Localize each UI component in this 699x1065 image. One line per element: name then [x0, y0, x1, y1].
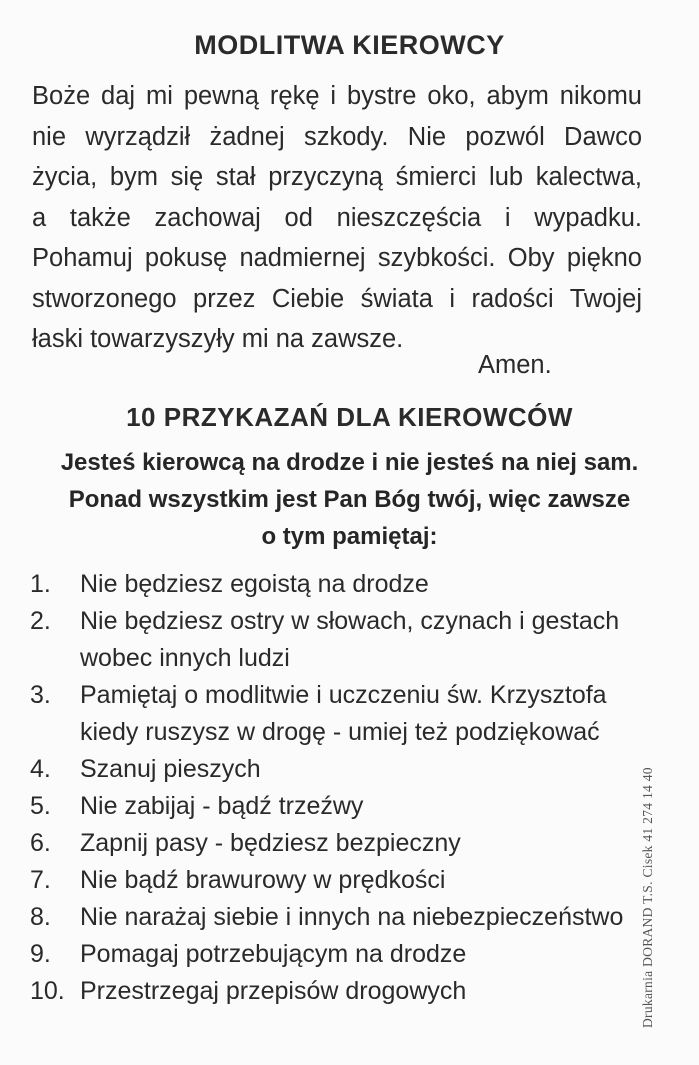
- commandment-item: [30, 862, 640, 899]
- prayer-line: łaski towarzyszyły mi na zawsze.: [32, 325, 404, 353]
- prayer-line: Pohamuj pokusę nadmiernej szybkości. Oby piękno: [32, 244, 642, 272]
- commandment-text: Pomagaj potrzebującym na drodze: [80, 940, 467, 968]
- commandment-number: 9.: [30, 940, 51, 968]
- amen-text: Amen.: [478, 351, 552, 379]
- commandment-text: Pamiętaj o modlitwie i uczczeniu św. Krzysztofa: [80, 681, 607, 709]
- commandment-text: Nie bądź brawurowy w prędkości: [80, 866, 446, 894]
- prayer-line: Boże daj mi pewną rękę i bystre oko, abym nikomu: [32, 82, 642, 110]
- prayer-title: MODLITWA KIEROWCY: [194, 30, 505, 60]
- commandment-number: 8.: [30, 903, 51, 931]
- prayer-line: życia, bym się stał przyczyną śmierci lub kalectwa,: [32, 163, 642, 191]
- intro-line: Jesteś kierowcą na drodze i nie jesteś na niej sam.: [60, 449, 639, 476]
- commandment-item: [30, 899, 640, 936]
- commandment-item: [30, 566, 640, 603]
- intro-line: Ponad wszystkim jest Pan Bóg twój, więc zawsze: [68, 486, 631, 513]
- commandment-text: Nie będziesz ostry w słowach, czynach i gestach: [80, 607, 620, 635]
- prayer-line: a także zachowaj od nieszczęścia i wypadku.: [32, 203, 642, 232]
- commandment-number: 7.: [30, 866, 51, 894]
- commandments-list: [30, 566, 640, 1010]
- commandment-text: Nie zabijaj - bądź trzeźwy: [80, 792, 364, 820]
- prayer-line: stworzonego przez Ciebie świata i radości Twojej: [32, 284, 642, 313]
- commandment-text: Nie będziesz egoistą na drodze: [80, 570, 429, 598]
- commandment-item: [30, 603, 640, 677]
- commandments-title: 10 PRZYKAZAŃ DLA KIEROWCÓW: [126, 402, 573, 432]
- commandment-number: 6.: [30, 829, 51, 857]
- commandment-text: Nie narażaj siebie i innych na niebezpieczeństwo: [80, 903, 624, 931]
- commandment-item: [30, 973, 640, 1010]
- commandment-text: Przestrzegaj przepisów drogowych: [80, 977, 467, 1005]
- commandment-item: [30, 751, 640, 788]
- commandment-number: 3.: [30, 681, 51, 709]
- commandment-item: [30, 677, 640, 751]
- commandment-text: Szanuj pieszych: [80, 755, 261, 783]
- printer-note: Drukarnia DORAND T.S. Cisek 41 274 14 40: [640, 767, 655, 1028]
- commandment-number: 2.: [30, 607, 51, 635]
- commandments-intro: [0, 444, 699, 555]
- intro-line: o tym pamiętaj:: [261, 523, 438, 550]
- commandment-item: [30, 788, 640, 825]
- commandment-number: 1.: [30, 570, 51, 598]
- commandment-text: Zapnij pasy - będziesz bezpieczny: [80, 829, 461, 857]
- commandment-number: 10.: [30, 977, 65, 1005]
- commandment-text: wobec innych ludzi: [80, 644, 290, 672]
- commandment-item: [30, 936, 640, 973]
- commandment-item: [30, 825, 640, 862]
- commandment-number: 4.: [30, 755, 51, 783]
- commandment-text: kiedy ruszysz w drogę - umiej też podziękować: [80, 718, 600, 746]
- prayer-text: [32, 76, 642, 360]
- prayer-line: nie wyrządził żadnej szkody. Nie pozwól Dawco: [32, 122, 642, 151]
- commandment-number: 5.: [30, 792, 51, 820]
